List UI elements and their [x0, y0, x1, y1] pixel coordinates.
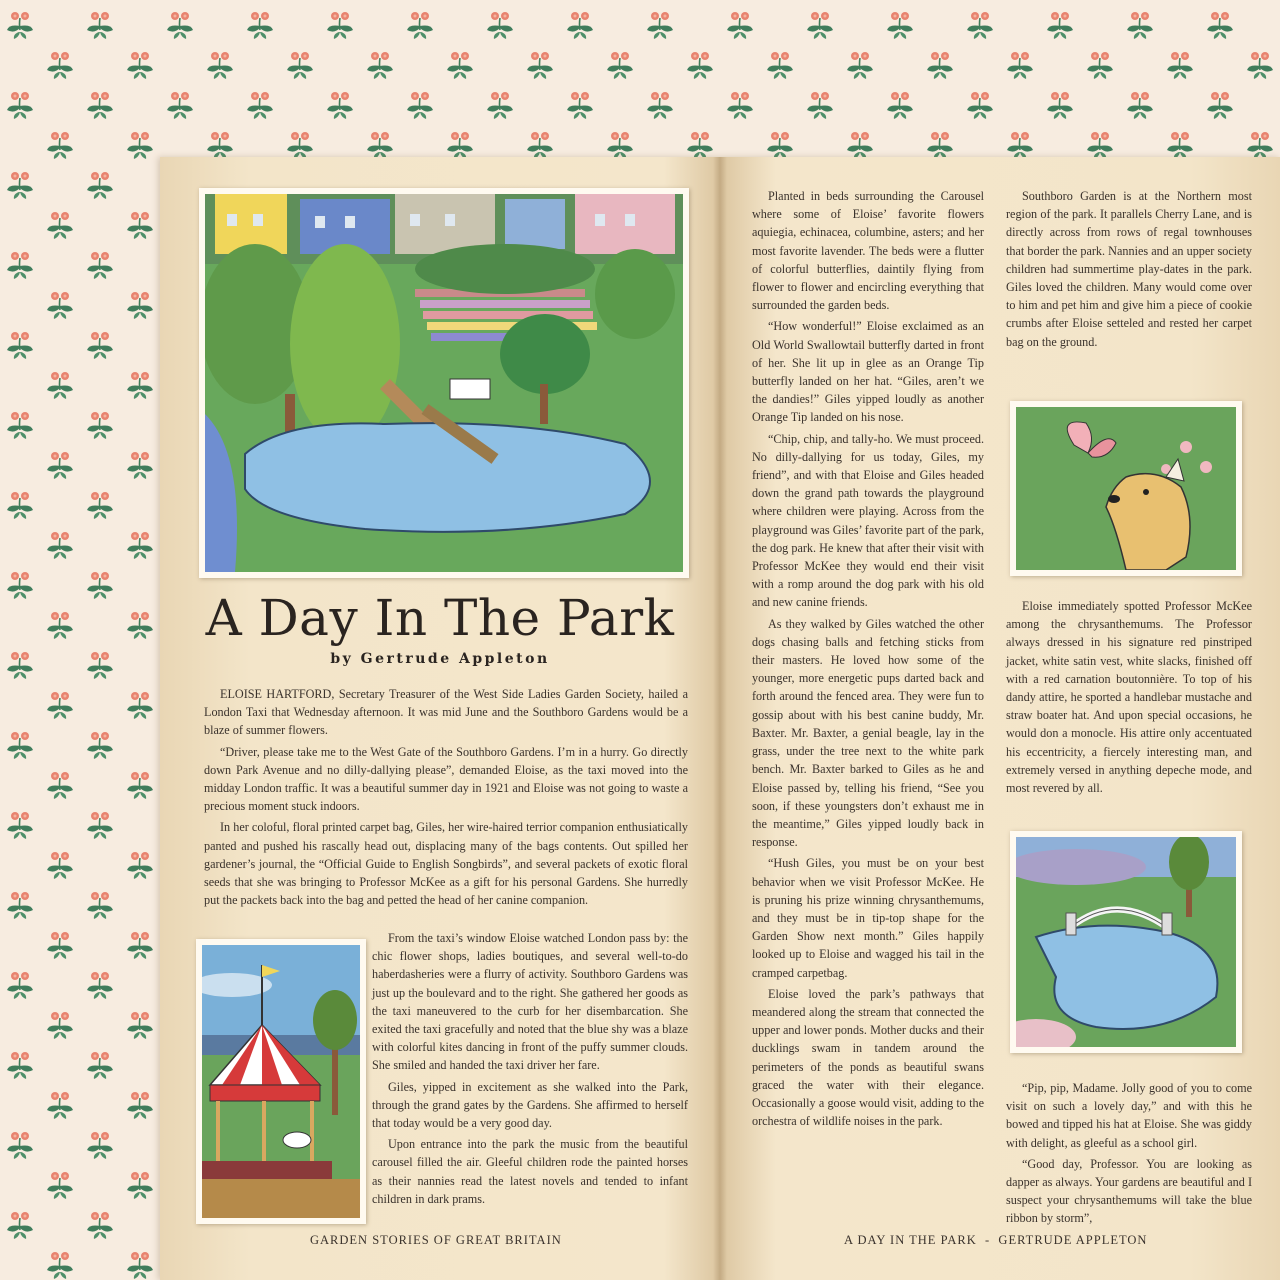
dog-butterfly-illustration	[1016, 407, 1236, 570]
paragraph: “Pip, pip, Madame. Jolly good of you to come visit on such a lovely day,” and with this he bowed and tipped his hat at Eloise. She was giddy with delight, as gleeful as a school girl.	[1006, 1081, 1252, 1150]
paragraph: Eloise loved the park’s pathways that meandered along the stream that connected the upper and lower ponds. Mother ducks and their ducklings swam in tandem around the perimeters of the ponds as beautiful swans graced the water with their elegance. Occasionally a goose would visit, adding to the orchestra of wildlife noises in the park.	[752, 986, 984, 1129]
paragraph: From the taxi’s window Eloise watched London pass by: the chic flower shops, ladies boutiques, and several well-to-do haberdasheries were a flurry of activity. Southboro Gardens was just up the boulevard and to the right. She gathered her goods as the taxi maneuvered to the curb for her disembarcation. She exited the taxi gracefully and noted that the blue shy was a blaze with colorful kites dancing in front of the puffy summer clouds. She smiled and handed the taxi driver her fare.	[372, 931, 688, 1073]
park-illustration	[205, 194, 683, 572]
right-column-1	[752, 187, 984, 1133]
carousel-illustration-frame	[196, 939, 366, 1224]
paragraph: ELOISE HARTFORD, Secretary Treasurer of the West Side Ladies Garden Society, hailed a London Taxi that Wednesday afternoon. It was mid June and the Southboro Gardens would be a blaze of summer flowers.	[204, 687, 688, 738]
right-column-2-bottom	[1006, 1079, 1252, 1231]
left-page	[160, 157, 720, 1280]
paragraph: Planted in beds surrounding the Carousel where some of Eloise’ favorite flowers aquiegia, echinacea, columbine, asters; and her most favorite lavender. The beds were a flutter of colorful butterflies, daintily flying from flower to flower and encircling everything that surrounded the garden beds.	[752, 189, 984, 313]
paragraph: In her coloful, floral printed carpet bag, Giles, her wire-haired terrior companion enthusiatically panted and pushed his rascally head out, displacing many of the bags contents. Out spilled her gardener’s journal, the “Official Guide to English Songbirds”, and several packets of exotic floral seeds that she was bringing to Professor McKee as a gift for his personal Gardens. She hurredly put the packets back into the bag and petted the head of her canine companion.	[204, 820, 688, 908]
intro-text	[204, 685, 688, 912]
story-byline: by Gertrude Appleton	[330, 651, 550, 667]
paragraph: “How wonderful!” Eloise exclaimed as an Old World Swallowtail butterfly darted in front of her. She lit up in glee as an Orange Tip butterfly landed on her hat. “Giles, aren’t we the dandies!” Giles yipped loudly as another Orange Tip landed on his nose.	[752, 319, 984, 425]
right-column-2-top	[1006, 187, 1252, 354]
paragraph: “Good day, Professor. You are looking as dapper as always. Your gardens are beautiful and I suspect your chrysanthemums will take the blue ribbon by storm”,	[1006, 1156, 1252, 1226]
paragraph: Eloise immediately spotted Professor McKee among the chrysanthemums. The Professor always dressed in his signature red pinstriped jacket, white satin vest, white slacks, finished off with a red carnation boutonnière. To top of his dandy attire, he sported a handlebar mustache and straw boater hat. And upon special occasions, he would don a monocle. His attire only accentuated his eccentricity, a fiercely interesting man, and extremely versed in anything depeche mode, and most revered by all.	[1006, 599, 1252, 796]
paragraph: Giles, yipped in excitement as she walked into the Park, through the grand gates by the Gardens. She affirmed to herself that today would be a very good day.	[372, 1079, 688, 1131]
paragraph: Southboro Garden is at the Northern most region of the park. It parallels Cherry Lane, and is directly across from rows of regal townhouses that border the park. Nannies and an upper society children had summertime play-dates in the park. Giles loved the children. Many would come over to him and pet him and give him a piece of cookie crumbs after Eloise setteled and rested her carpet bag on the ground.	[1006, 189, 1252, 349]
paragraph: “Driver, please take me to the West Gate of the Southboro Gardens. I’m in a hurry. Go directly down Park Avenue and no dilly-dallying please”, demanded Eloise, as the taxi moved into the midday London traffic. It was a beautiful summer day in 1921 and Eloise was not going to waste a precious moment stuck indoors.	[204, 744, 688, 814]
park-illustration-frame	[199, 188, 689, 578]
bridge-illustration-frame	[1010, 831, 1242, 1053]
dog-butterfly-illustration-frame	[1010, 401, 1242, 576]
right-column-2-mid	[1006, 597, 1252, 800]
paragraph: As they walked by Giles watched the other dogs chasing balls and fetching sticks from their masters. He loved how some of the younger, more energetic pups darted back and forth around the fenced area. They were fun to gossip about with his best canine buddy, Mr. Baxter. Mr. Baxter, a genial beagle, lay in the grass, under the tree next to the white park bench. Mr. Baxter barked to Giles as he and Eloise passed by, telling his friend, “See you soon, if these youngsters don’t exhaust me in the meantime,” Giles yipped loudly back in response.	[752, 616, 984, 850]
carousel-side-text	[372, 929, 688, 1211]
right-page-footer: A DAY IN THE PARK - GERTRUDE APPLETON	[844, 1233, 1148, 1247]
left-page-footer: GARDEN STORIES OF GREAT BRITAIN	[310, 1233, 562, 1247]
bridge-illustration	[1016, 837, 1236, 1047]
right-page	[720, 157, 1280, 1280]
paragraph: Upon entrance into the park the music from the beautiful carousel filled the air. Gleeful children rode the painted horses as their nannies read the latest novels and tended to infant children in dark prams.	[372, 1137, 688, 1206]
story-title: A Day In The Park	[205, 589, 675, 647]
paragraph: “Chip, chip, and tally-ho. We must proceed. No dilly-dallying for us today, Giles, my friend”, and with that Eloise and Giles headed down the grand path towards the playground where children were playing. Across from the playground was Giles’ favorite part of the park, the dog park. He knew that after their visit with Professor McKee they would end their visit with a romp around the dog park with his old and new canine friends.	[752, 431, 984, 610]
carousel-illustration	[202, 945, 360, 1218]
paragraph: “Hush Giles, you must be on your best behavior when we visit Professor McKee. He is pruning his prize winning chrysanthemums, and they must be in tip-top shape for the Garden Show next month.” Giles happily looked up to Eloise and wagged his tail in the cramped carpetbag.	[752, 856, 984, 980]
open-book	[160, 157, 1280, 1280]
